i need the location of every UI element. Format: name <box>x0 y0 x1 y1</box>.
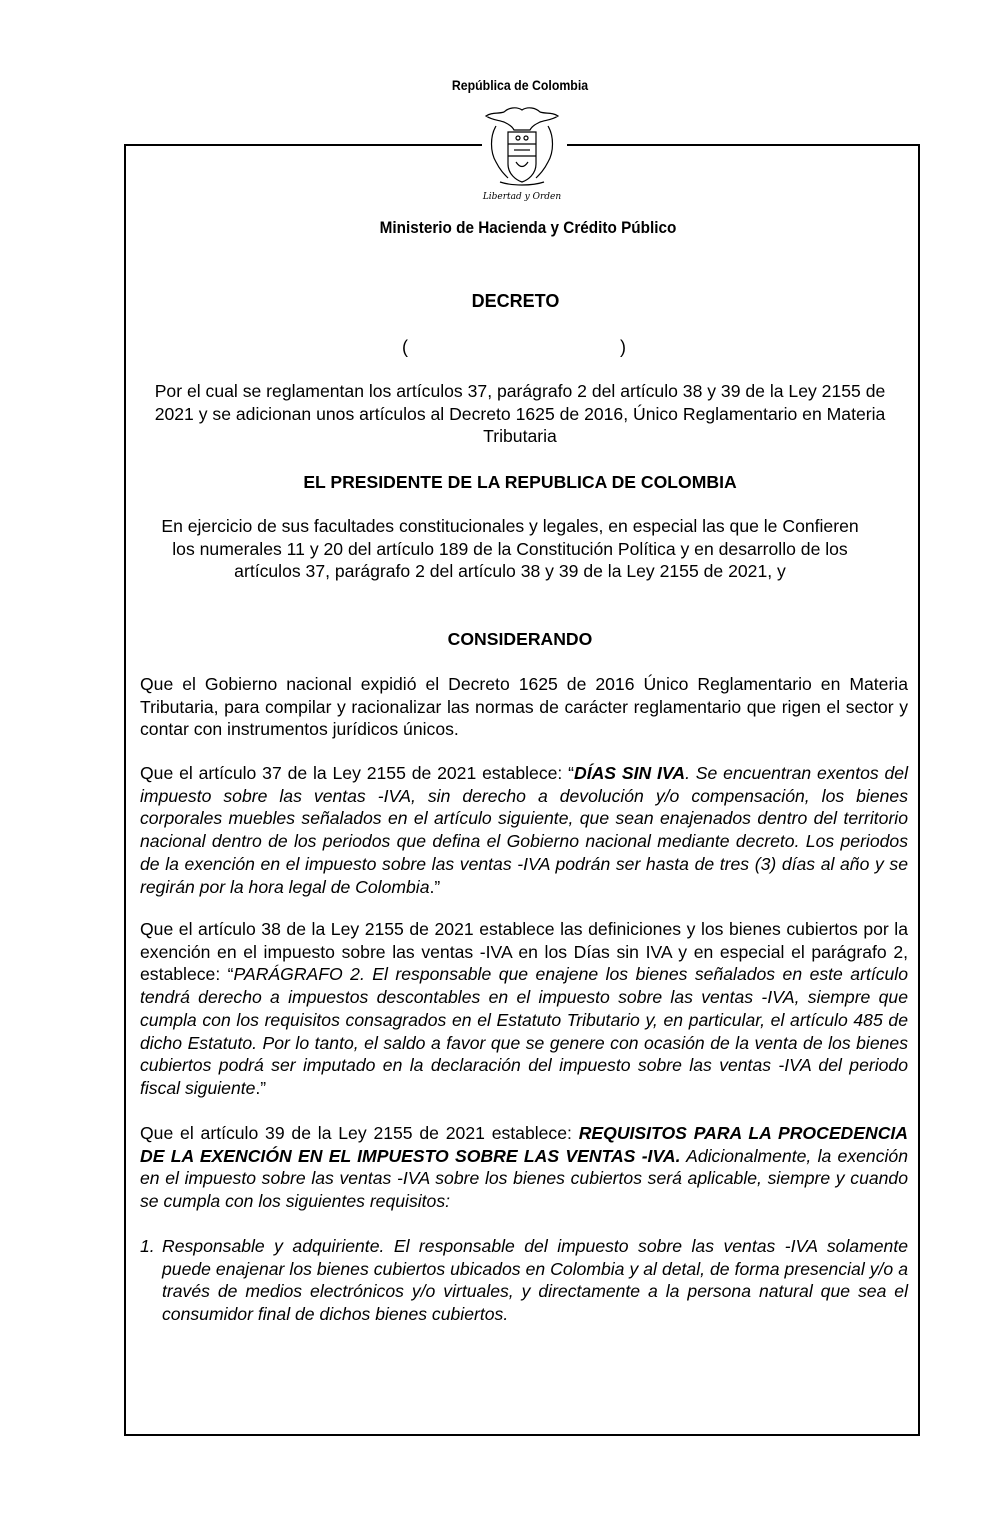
list-item-text: Responsable y adquiriente. El responsable del impuesto sobre las ventas -IVA solamente puede enajenar los bienes cubiertos ubicados en Colombia y al detal, de forma presencial y/o a través de medios electrónicos y/o virtuales, y directamente a la persona natural que sea el consumidor final de dichos bienes cubiertos. <box>162 1236 908 1325</box>
decree-number-close: ) <box>620 337 626 357</box>
p2-bold: DÍAS SIN IVA <box>574 763 686 783</box>
coat-of-arms-seal <box>478 102 566 202</box>
p4-lead: Que el artículo 39 de la Ley 2155 de 2021 establece: <box>140 1123 579 1143</box>
considerando-heading: CONSIDERANDO <box>447 629 593 649</box>
motto-text: Libertad y Orden <box>482 192 562 202</box>
paragraph-4 <box>140 1122 908 1213</box>
paragraph-3 <box>140 918 908 1100</box>
list-item-number: 1. <box>140 1236 155 1256</box>
ministry-title: Ministerio de Hacienda y Crédito Público <box>379 218 677 237</box>
p4-italic: Adicionalmente, la exención en el impuesto sobre las ventas -IVA sobre los bienes cubiertos será aplicable, siempre y cuando se cumpla con los siguientes requisitos: <box>140 1145 908 1212</box>
decree-number-open: ( <box>402 337 408 357</box>
country-header: República de Colombia <box>451 77 589 93</box>
powers-statement: En ejercicio de sus facultades constitucionales y legales, en especial las que le Confieren los numerales 11 y 20 del artículo 189 de la Constitución Política y en desarrollo de los artículos 37, parágrafo 2 del artículo 38 y 39 de la Ley 2155 de 2021, y <box>161 516 859 581</box>
p3-italic: PARÁGRAFO 2. El responsable que enajene los bienes señalados en este artículo tendrá derecho a impuestos descontables en el impuesto sobre las ventas -IVA, siempre que cumpla con los requisitos consagrados en el Estatuto Tributario y, en particular, el artículo 485 de dicho Estatuto. Por lo tanto, el saldo a favor que se genere con ocasión de la venta de los bienes cubiertos podrá ser imputado en la declaración del impuesto sobre las ventas -IVA del periodo fiscal siguiente <box>140 964 909 1098</box>
decree-title: DECRETO <box>471 291 560 311</box>
p3-lead: Que el artículo 38 de la Ley 2155 de 2021 establece las definiciones y los bienes cubiertos por la exención en el impuesto sobre las ventas -IVA en los Días sin IVA y en especial el parágrafo 2, establece: “ <box>140 919 908 985</box>
president-heading: EL PRESIDENTE DE LA REPUBLICA DE COLOMBIA <box>303 472 737 492</box>
decree-subject: Por el cual se reglamentan los artículos 37, parágrafo 2 del artículo 38 y 39 de la Ley 2155 de 2021 y se adicionan unos artículos al Decreto 1625 de 2016, Único Reglamentario en Materia Tributaria <box>154 381 886 446</box>
p2-end: .” <box>429 876 441 897</box>
p2-italic: . Se encuentran exentos del impuesto sobre las ventas -IVA, sin derecho a devolución y/o compensación, los bienes corporales muebles señalados en el artículo siguiente, que sean enajenados dentro del territorio nacional dentro de los periodos que defina el Gobierno nacional mediante decreto. Los periodos de la exención en el impuesto sobre las ventas -IVA podrán ser hasta de tres (3) días al año y se regirán por la hora legal de Colombia <box>140 763 908 897</box>
p3-end: .” <box>255 1077 267 1098</box>
p2-lead: Que el artículo 37 de la Ley 2155 de 2021 establece: “ <box>140 763 574 783</box>
paragraph-2 <box>140 762 908 898</box>
paragraph-1: Que el Gobierno nacional expidió el Decreto 1625 de 2016 Único Reglamentario en Materia Tributaria, para compilar y racionalizar las normas de carácter reglamentario que rigen el sector y contar con instrumentos jurídicos únicos. <box>140 674 908 740</box>
list-item-1 <box>140 1235 908 1326</box>
p4-bold: REQUISITOS PARA LA PROCEDENCIA DE LA EXENCIÓN EN EL IMPUESTO SOBRE LAS VENTAS -IVA. <box>140 1123 908 1166</box>
